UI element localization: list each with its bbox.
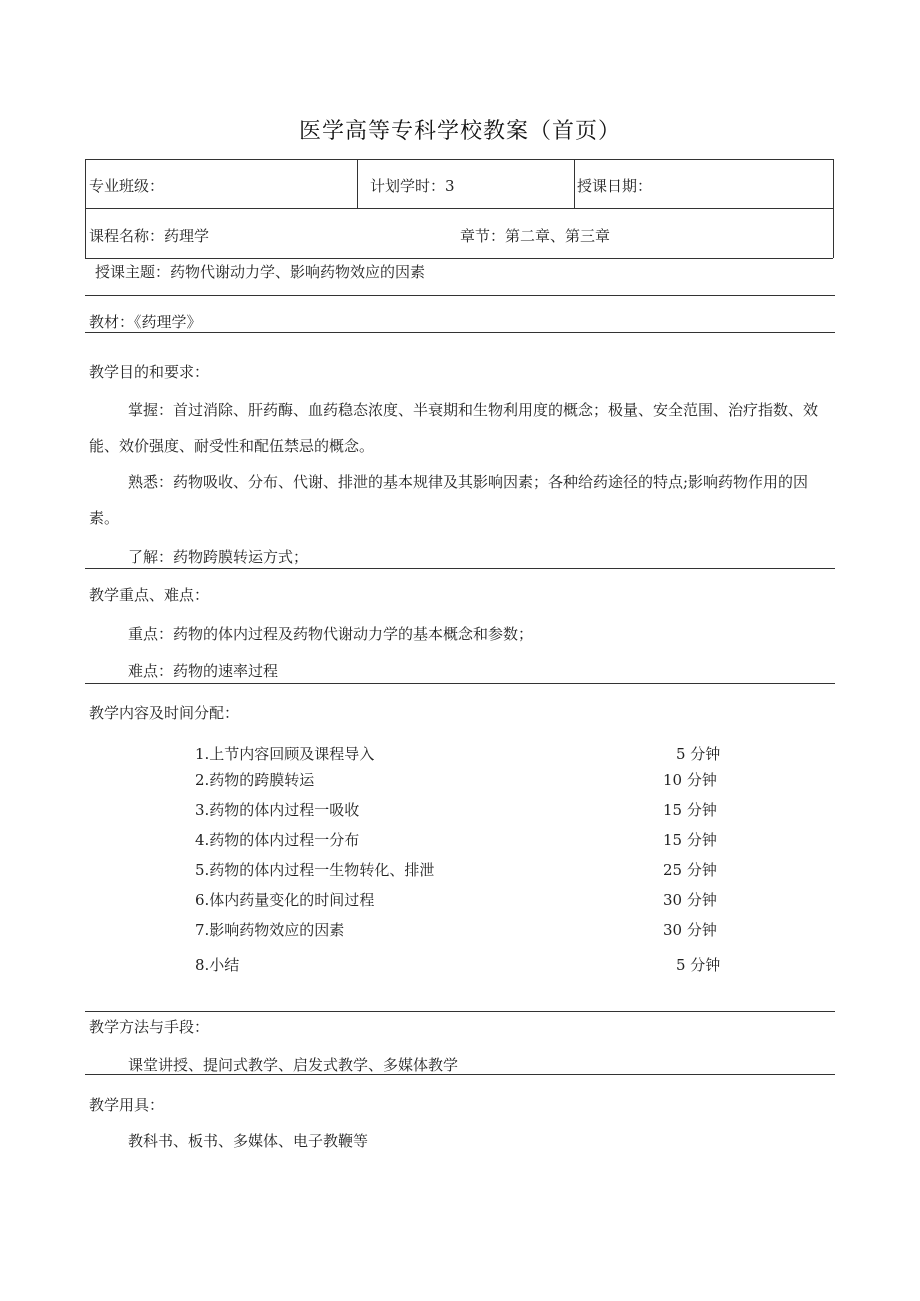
schedule-item-time: 25 分钟 <box>663 861 717 879</box>
schedule-item-time: 5 分钟 <box>676 745 721 763</box>
schedule-item-time: 15 分钟 <box>663 831 717 849</box>
schedule-heading: 教学内容及时间分配： <box>89 704 240 722</box>
schedule-item-label: 3.药物的体内过程一吸收 <box>195 801 360 819</box>
table-border-top <box>85 159 833 160</box>
divider <box>85 683 835 684</box>
schedule-item-time: 5 分钟 <box>676 956 721 974</box>
schedule-item-label: 8.小结 <box>195 956 240 974</box>
table-border-right <box>833 159 834 258</box>
objective-familiar: 熟悉：药物吸收、分布、代谢、排泄的基本规律及其影响因素；各种给药途径的特点;影响药物作用的因素。 <box>89 473 809 527</box>
schedule-item-time: 30 分钟 <box>663 891 717 909</box>
schedule-item-label: 5.药物的体内过程一生物转化、排泄 <box>195 861 435 879</box>
table-divider-2 <box>574 159 575 208</box>
topic-line: 授课主题：药物代谢动力学、影响药物效应的因素 <box>95 263 426 281</box>
course-name-field: 课程名称：药理学 <box>89 227 210 245</box>
date-field: 授课日期： <box>577 177 653 195</box>
schedule-item-time: 30 分钟 <box>663 921 717 939</box>
key-point: 重点：药物的体内过程及药物代谢动力学的基本概念和参数； <box>128 625 534 643</box>
table-border-bottom <box>85 258 833 259</box>
schedule-item-time: 15 分钟 <box>663 801 717 819</box>
divider <box>85 295 835 296</box>
page-title: 医学高等专科学校教案（首页） <box>298 119 621 144</box>
planned-hours-field: 计划学时：3 <box>370 177 455 195</box>
difficult-point: 难点：药物的速率过程 <box>128 662 279 680</box>
major-class-field: 专业班级： <box>89 177 165 195</box>
schedule-item-label: 7.影响药物效应的因素 <box>195 921 345 939</box>
schedule-item-label: 6.体内药量变化的时间过程 <box>195 891 375 909</box>
table-border-left <box>85 159 86 258</box>
table-border-middle <box>85 208 833 209</box>
schedule-item-label: 4.药物的体内过程一分布 <box>195 831 360 849</box>
table-divider-1 <box>357 159 358 208</box>
objective-understand: 了解：药物跨膜转运方式； <box>128 548 309 566</box>
schedule-item-label: 1.上节内容回顾及课程导入 <box>195 745 375 763</box>
objective-master: 掌握：首过消除、肝药酶、血药稳态浓度、半衰期和生物利用度的概念；极量、安全范围、治疗指数、效能、效价强度、耐受性和配伍禁忌的概念。 <box>89 401 819 455</box>
chapter-field: 章节：第二章、第三章 <box>460 227 611 245</box>
schedule-item-label: 2.药物的跨膜转运 <box>195 771 315 789</box>
methods-text: 课堂讲授、提问式教学、启发式教学、多媒体教学 <box>128 1056 459 1074</box>
divider <box>85 1074 835 1075</box>
tools-text: 教科书、板书、多媒体、电子教鞭等 <box>128 1132 369 1150</box>
divider <box>85 332 835 333</box>
divider <box>85 568 835 569</box>
divider <box>85 1011 835 1012</box>
objectives-heading: 教学目的和要求： <box>89 363 210 381</box>
schedule-item-time: 10 分钟 <box>663 771 717 789</box>
key-points-heading: 教学重点、难点： <box>89 586 210 604</box>
methods-heading: 教学方法与手段： <box>89 1018 210 1036</box>
textbook-line: 教材：《药理学》 <box>89 313 202 331</box>
tools-heading: 教学用具： <box>89 1096 165 1114</box>
